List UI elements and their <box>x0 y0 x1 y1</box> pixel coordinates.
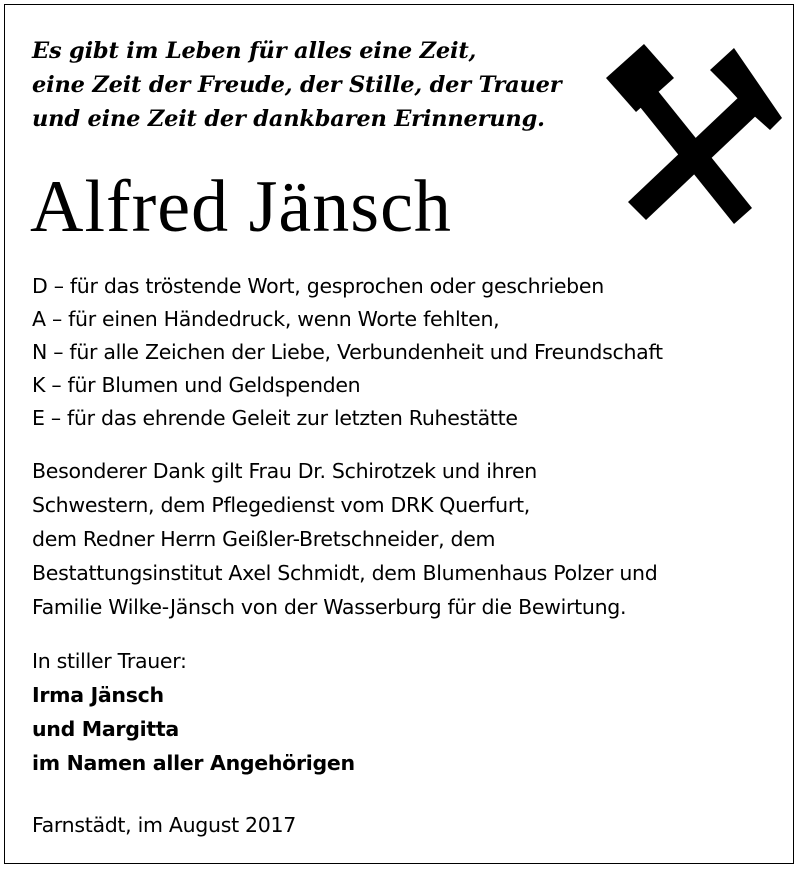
hammer-and-pick-icon <box>592 40 788 236</box>
thanks-line-n: N – für alle Zeichen der Liebe, Verbundenheit und Freundschaft <box>32 340 663 364</box>
special-thanks-line: Familie Wilke-Jänsch von der Wasserburg für die Bewirtung. <box>32 595 627 619</box>
special-thanks-line: Bestattungsinstitut Axel Schmidt, dem Blumenhaus Polzer und <box>32 561 658 585</box>
thanks-list <box>32 270 663 435</box>
mourners-block <box>32 644 355 780</box>
thanks-line-a: A – für einen Händedruck, wenn Worte fehlten, <box>32 307 500 331</box>
motto-verse <box>32 34 592 136</box>
motto-line: eine Zeit der Freude, der Stille, der Trauer <box>32 72 562 98</box>
special-thanks-paragraph <box>32 454 657 624</box>
mourner-name: Irma Jänsch <box>32 683 164 707</box>
special-thanks-line: Schwestern, dem Pflegedienst vom DRK Querfurt, <box>32 493 530 517</box>
motto-line: und eine Zeit der dankbaren Erinnerung. <box>32 106 545 132</box>
thanks-line-k: K – für Blumen und Geldspenden <box>32 373 361 397</box>
thanks-line-e: E – für das ehrende Geleit zur letzten Ruhestätte <box>32 406 518 430</box>
special-thanks-line: dem Redner Herrn Geißler-Bretschneider, dem <box>32 527 496 551</box>
thanks-line-d: D – für das tröstende Wort, gesprochen oder geschrieben <box>32 274 604 298</box>
place-date: Farnstädt, im August 2017 <box>32 813 297 837</box>
mourner-name: und Margitta <box>32 717 179 741</box>
deceased-name: Alfred Jänsch <box>30 166 452 248</box>
mourners-intro: In stiller Trauer: <box>32 649 187 673</box>
mourner-name: im Namen aller Angehörigen <box>32 751 355 775</box>
special-thanks-line: Besonderer Dank gilt Frau Dr. Schirotzek und ihren <box>32 459 537 483</box>
motto-line: Es gibt im Leben für alles eine Zeit, <box>32 38 477 64</box>
